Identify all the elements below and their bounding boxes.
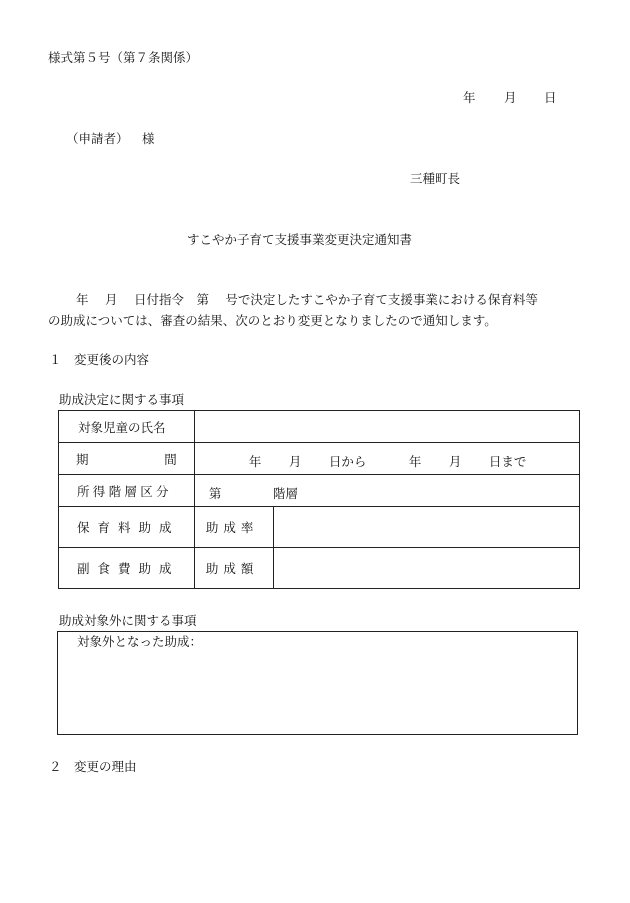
table-row	[59, 475, 580, 507]
table-caption: 助成決定に関する事項	[59, 392, 185, 407]
period-from-month: 月	[288, 453, 302, 469]
date-year-label: 年	[463, 90, 476, 105]
honorific: 様	[142, 131, 155, 146]
form-number: 様式第５号（第７条関係）	[48, 50, 199, 65]
body-line-1: 年 月 日付指令 第 号で決定したすこやか子育て支援事業における保育料等	[76, 292, 538, 307]
childcare-rate-value[interactable]	[273, 507, 579, 548]
excluded-caption: 助成対象外に関する事項	[59, 613, 197, 628]
date-day-label: 日	[544, 90, 557, 105]
child-name-label: 対象児童の氏名	[59, 411, 195, 443]
child-name-value[interactable]	[194, 411, 579, 443]
section2-heading: ２ 変更の理由	[49, 759, 137, 774]
meal-fee-label: 副食費助成	[59, 548, 195, 589]
period-label-cell	[59, 443, 195, 475]
income-level-label: 所得階層区分	[59, 475, 195, 507]
meal-amount-value[interactable]	[273, 548, 579, 589]
body-line-2: の助成については、審査の結果、次のとおり変更となりましたので通知します。	[48, 313, 497, 328]
childcare-fee-label: 保育料助成	[59, 507, 195, 548]
applicant-placeholder: （申請者）	[66, 131, 129, 146]
excluded-box[interactable]	[57, 631, 578, 735]
childcare-rate-label: 助成率	[194, 507, 273, 548]
table-row	[59, 548, 580, 589]
period-value-cell[interactable]	[194, 443, 579, 475]
period-from-year: 年	[248, 453, 262, 469]
issuer: 三種町長	[410, 171, 461, 186]
meal-amount-label: 助成額	[194, 548, 273, 589]
section1-heading: １ 変更後の内容	[49, 352, 150, 367]
document-title: すこやか子育て支援事業変更決定通知書	[187, 232, 413, 247]
date-month-label: 月	[504, 90, 517, 105]
table-row	[59, 411, 580, 443]
period-from-day: 日から	[328, 453, 367, 469]
income-level-suffix: 階層	[272, 485, 298, 501]
excluded-label: 対象外となった助成：	[77, 634, 203, 649]
subsidy-table	[58, 410, 580, 589]
period-to-month: 月	[448, 453, 462, 469]
income-level-prefix: 第	[208, 485, 222, 501]
period-to-year: 年	[408, 453, 422, 469]
period-label-right: 間	[164, 451, 177, 467]
period-label-left: 期	[76, 451, 89, 467]
income-level-value-cell[interactable]	[194, 475, 579, 507]
period-to-day: 日まで	[488, 453, 527, 469]
table-row	[59, 443, 580, 475]
table-row	[59, 507, 580, 548]
